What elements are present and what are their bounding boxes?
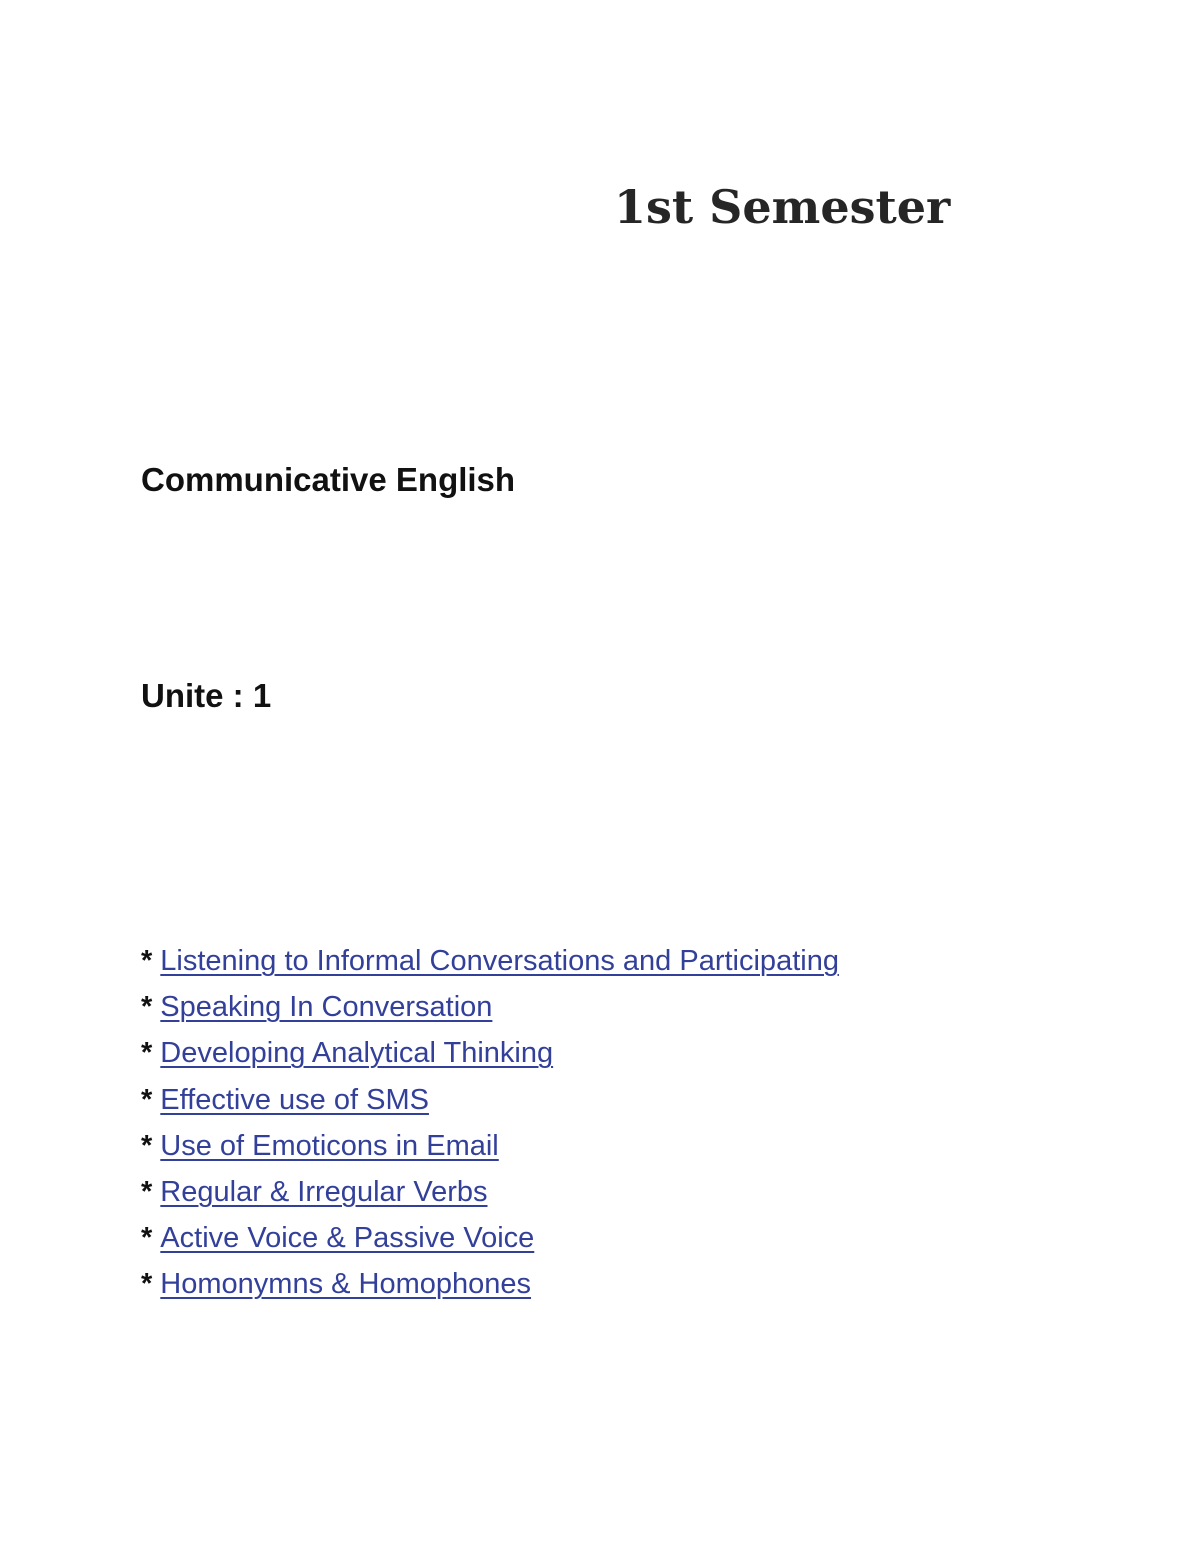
bullet-marker: * [141,1268,153,1301]
topic-item-emoticons [141,1123,839,1169]
bullet-marker: * [141,1083,153,1116]
topic-link-voice[interactable]: Active Voice & Passive Voice [160,1222,535,1255]
bullet-marker: * [141,1175,153,1208]
semester-title: 1st Semester [614,180,951,234]
bullet-marker: * [141,1129,153,1162]
topic-link-speaking[interactable]: Speaking In Conversation [160,991,493,1024]
bullet-marker: * [141,991,153,1024]
topic-link-sms[interactable]: Effective use of SMS [160,1083,429,1116]
topic-link-emoticons[interactable]: Use of Emoticons in Email [160,1129,499,1162]
bullet-marker: * [141,945,153,977]
topic-item-verbs [141,1169,839,1215]
bullet-marker: * [141,1037,153,1070]
topic-link-listening[interactable]: Listening to Informal Conversations and Participating [160,945,839,977]
unit-title: Unite : 1 [141,677,272,714]
topic-item-homonyms [141,1261,839,1307]
topic-item-speaking [141,984,839,1030]
topic-link-homonyms[interactable]: Homonymns & Homophones [160,1268,532,1301]
bullet-marker: * [141,1222,153,1255]
topic-item-voice [141,1215,839,1261]
topic-list [141,938,839,1308]
topic-item-sms [141,1077,839,1123]
topic-link-verbs[interactable]: Regular & Irregular Verbs [160,1175,488,1208]
topic-item-analytical-thinking [141,1030,839,1076]
topic-item-listening [141,938,839,984]
topic-link-analytical-thinking[interactable]: Developing Analytical Thinking [160,1037,554,1070]
subject-title: Communicative English [141,461,516,498]
